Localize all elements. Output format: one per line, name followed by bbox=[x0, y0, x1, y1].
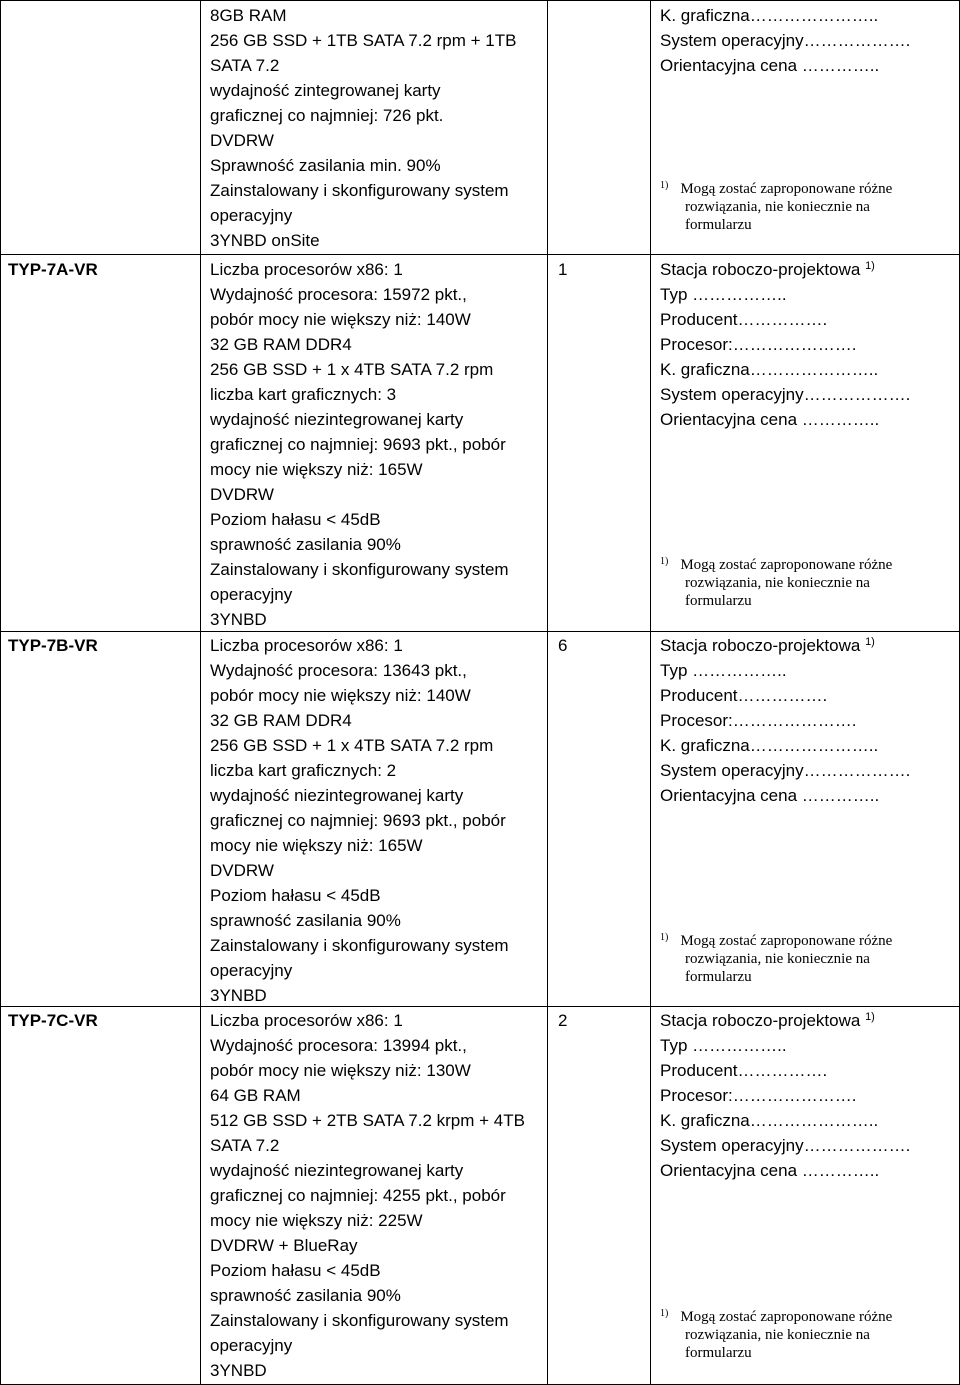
offer-field: Producent……………. bbox=[660, 1061, 828, 1080]
offer-field: K. graficzna………………….. bbox=[660, 1111, 879, 1130]
spec-line: 256 GB SSD + 1TB SATA 7.2 rpm + 1TB bbox=[210, 31, 517, 50]
specs-cell bbox=[210, 3, 516, 253]
footnote bbox=[660, 932, 892, 986]
spec-line: 3YNBD bbox=[210, 1361, 267, 1380]
spec-line: 3YNBD bbox=[210, 986, 267, 1005]
offer-title: Stacja roboczo-projektowa $^{1)}$ bbox=[660, 636, 875, 655]
specs-cell bbox=[210, 633, 509, 1008]
spec-line: liczba kart graficznych: 3 bbox=[210, 385, 397, 404]
spec-line: liczba kart graficznych: 2 bbox=[210, 761, 397, 780]
spec-line: Wydajność procesora: 13994 pkt., bbox=[210, 1036, 467, 1055]
row-divider bbox=[0, 254, 960, 255]
footnote-marker: 1) bbox=[865, 1011, 875, 1023]
footnote-text: Mogą zostać zaproponowane różne bbox=[680, 1309, 893, 1325]
offer-field: Typ …………….. bbox=[660, 1036, 787, 1055]
spec-line: 256 GB SSD + 1 x 4TB SATA 7.2 rpm bbox=[210, 360, 494, 379]
spec-line: Liczba procesorów x86: 1 bbox=[210, 636, 403, 655]
spec-line: DVDRW bbox=[210, 485, 274, 504]
spec-line: graficznej co najmniej: 9693 pkt., pobór bbox=[210, 811, 506, 830]
footnote bbox=[660, 180, 892, 234]
spec-line: Wydajność procesora: 13643 pkt., bbox=[210, 661, 467, 680]
offer-cell bbox=[660, 1008, 910, 1183]
offer-field: Orientacyjna cena ………….. bbox=[660, 410, 880, 429]
spec-line: Zainstalowany i skonfigurowany system bbox=[210, 560, 509, 579]
offer-field: Typ …………….. bbox=[660, 661, 787, 680]
type-code: TYP-7B-VR bbox=[8, 636, 98, 655]
spec-line: 32 GB RAM DDR4 bbox=[210, 335, 352, 354]
spec-line: Wydajność procesora: 15972 pkt., bbox=[210, 285, 467, 304]
spec-line: SATA 7.2 bbox=[210, 56, 280, 75]
spec-line: operacyjny bbox=[210, 961, 293, 980]
footnote bbox=[660, 556, 892, 610]
spec-line: DVDRW bbox=[210, 861, 274, 880]
offer-cell bbox=[660, 3, 910, 78]
footnote bbox=[660, 1308, 892, 1362]
offer-cell bbox=[660, 257, 910, 432]
footnote-text: rozwiązania, nie koniecznie na bbox=[685, 1327, 870, 1343]
footnote-text: Mogą zostać zaproponowane różne bbox=[680, 181, 893, 197]
offer-field: Procesor:…………………. bbox=[660, 1086, 857, 1105]
spec-line: Liczba procesorów x86: 1 bbox=[210, 1011, 403, 1030]
footnote-text: formularzu bbox=[685, 1345, 752, 1361]
specs-cell bbox=[210, 1008, 525, 1383]
row-divider bbox=[0, 0, 960, 1]
column-divider bbox=[547, 0, 548, 1385]
offer-field: K. graficzna………………….. bbox=[660, 360, 879, 379]
spec-line: pobór mocy nie większy niż: 140W bbox=[210, 310, 471, 329]
footnote-text: formularzu bbox=[685, 969, 752, 985]
offer-field: Producent……………. bbox=[660, 686, 828, 705]
offer-field: System operacyjny………………. bbox=[660, 385, 911, 404]
footnote-marker: 1) bbox=[865, 636, 875, 648]
offer-field: System operacyjny………………. bbox=[660, 761, 911, 780]
spec-line: mocy nie większy niż: 165W bbox=[210, 460, 423, 479]
spec-line: 3YNBD bbox=[210, 610, 267, 629]
spec-line: pobór mocy nie większy niż: 130W bbox=[210, 1061, 471, 1080]
spec-line: graficznej co najmniej: 726 pkt. bbox=[210, 106, 444, 125]
spec-line: operacyjny bbox=[210, 206, 293, 225]
spec-line: DVDRW bbox=[210, 131, 274, 150]
spec-line: wydajność niezintegrowanej karty bbox=[210, 1161, 464, 1180]
spec-line: wydajność niezintegrowanej karty bbox=[210, 410, 464, 429]
offer-title: Stacja roboczo-projektowa $^{1)}$ bbox=[660, 260, 875, 279]
spec-line: 64 GB RAM bbox=[210, 1086, 301, 1105]
footnote-text: rozwiązania, nie koniecznie na bbox=[685, 575, 870, 591]
spec-line: wydajność zintegrowanej karty bbox=[210, 81, 441, 100]
spec-line: Zainstalowany i skonfigurowany system bbox=[210, 1311, 509, 1330]
spec-line: Liczba procesorów x86: 1 bbox=[210, 260, 403, 279]
spec-line: 32 GB RAM DDR4 bbox=[210, 711, 352, 730]
spec-line: SATA 7.2 bbox=[210, 1136, 280, 1155]
spec-line: Sprawność zasilania min. 90% bbox=[210, 156, 441, 175]
spec-line: 512 GB SSD + 2TB SATA 7.2 krpm + 4TB bbox=[210, 1111, 525, 1130]
quantity: 1 bbox=[558, 260, 568, 279]
offer-title: Stacja roboczo-projektowa $^{1)}$ bbox=[660, 1011, 875, 1030]
footnote-marker: 1) bbox=[660, 180, 669, 191]
spec-line: mocy nie większy niż: 225W bbox=[210, 1211, 423, 1230]
offer-cell bbox=[660, 633, 910, 808]
footnote-text: formularzu bbox=[685, 593, 752, 609]
spec-line: pobór mocy nie większy niż: 140W bbox=[210, 686, 471, 705]
footnote-marker: 1) bbox=[865, 260, 875, 272]
spec-line: Zainstalowany i skonfigurowany system bbox=[210, 936, 509, 955]
table-border-left bbox=[0, 0, 1, 1385]
footnote-text: Mogą zostać zaproponowane różne bbox=[680, 933, 893, 949]
quantity: 2 bbox=[558, 1011, 568, 1030]
spec-line: graficznej co najmniej: 9693 pkt., pobór bbox=[210, 435, 506, 454]
offer-field: System operacyjny………………. bbox=[660, 1136, 911, 1155]
spec-line: sprawność zasilania 90% bbox=[210, 911, 401, 930]
footnote-marker: 1) bbox=[660, 556, 669, 567]
spec-line: sprawność zasilania 90% bbox=[210, 535, 401, 554]
spec-line: sprawność zasilania 90% bbox=[210, 1286, 401, 1305]
footnote-marker: 1) bbox=[660, 1308, 669, 1319]
spec-line: mocy nie większy niż: 165W bbox=[210, 836, 423, 855]
column-divider bbox=[200, 0, 201, 1385]
spec-line: Poziom hałasu < 45dB bbox=[210, 1261, 381, 1280]
type-code: TYP-7C-VR bbox=[8, 1011, 98, 1030]
spec-line: 256 GB SSD + 1 x 4TB SATA 7.2 rpm bbox=[210, 736, 494, 755]
spec-line: Poziom hałasu < 45dB bbox=[210, 510, 381, 529]
column-divider bbox=[650, 0, 651, 1385]
spec-line: 8GB RAM bbox=[210, 6, 287, 25]
offer-field: Orientacyjna cena ………….. bbox=[660, 786, 880, 805]
spec-line: 3YNBD onSite bbox=[210, 231, 320, 250]
footnote-text: Mogą zostać zaproponowane różne bbox=[680, 557, 893, 573]
offer-field: Typ …………….. bbox=[660, 285, 787, 304]
offer-field: Orientacyjna cena ………….. bbox=[660, 56, 880, 75]
spec-line: DVDRW + BlueRay bbox=[210, 1236, 358, 1255]
offer-field: Producent……………. bbox=[660, 310, 828, 329]
offer-field: Procesor:…………………. bbox=[660, 711, 857, 730]
footnote-text: rozwiązania, nie koniecznie na bbox=[685, 199, 870, 215]
offer-field: Orientacyjna cena ………….. bbox=[660, 1161, 880, 1180]
spec-line: Poziom hałasu < 45dB bbox=[210, 886, 381, 905]
offer-field: K. graficzna………………….. bbox=[660, 736, 879, 755]
footnote-text: formularzu bbox=[685, 217, 752, 233]
offer-field: K. graficzna………………….. bbox=[660, 6, 879, 25]
offer-field: System operacyjny………………. bbox=[660, 31, 911, 50]
spec-line: wydajność niezintegrowanej karty bbox=[210, 786, 464, 805]
footnote-marker: 1) bbox=[660, 932, 669, 943]
spec-line: operacyjny bbox=[210, 1336, 293, 1355]
spec-line: operacyjny bbox=[210, 585, 293, 604]
spec-line: graficznej co najmniej: 4255 pkt., pobór bbox=[210, 1186, 506, 1205]
quantity: 6 bbox=[558, 636, 568, 655]
offer-field: Procesor:…………………. bbox=[660, 335, 857, 354]
type-code: TYP-7A-VR bbox=[8, 260, 98, 279]
spec-line: Zainstalowany i skonfigurowany system bbox=[210, 181, 509, 200]
specs-cell bbox=[210, 257, 509, 632]
footnote-text: rozwiązania, nie koniecznie na bbox=[685, 951, 870, 967]
